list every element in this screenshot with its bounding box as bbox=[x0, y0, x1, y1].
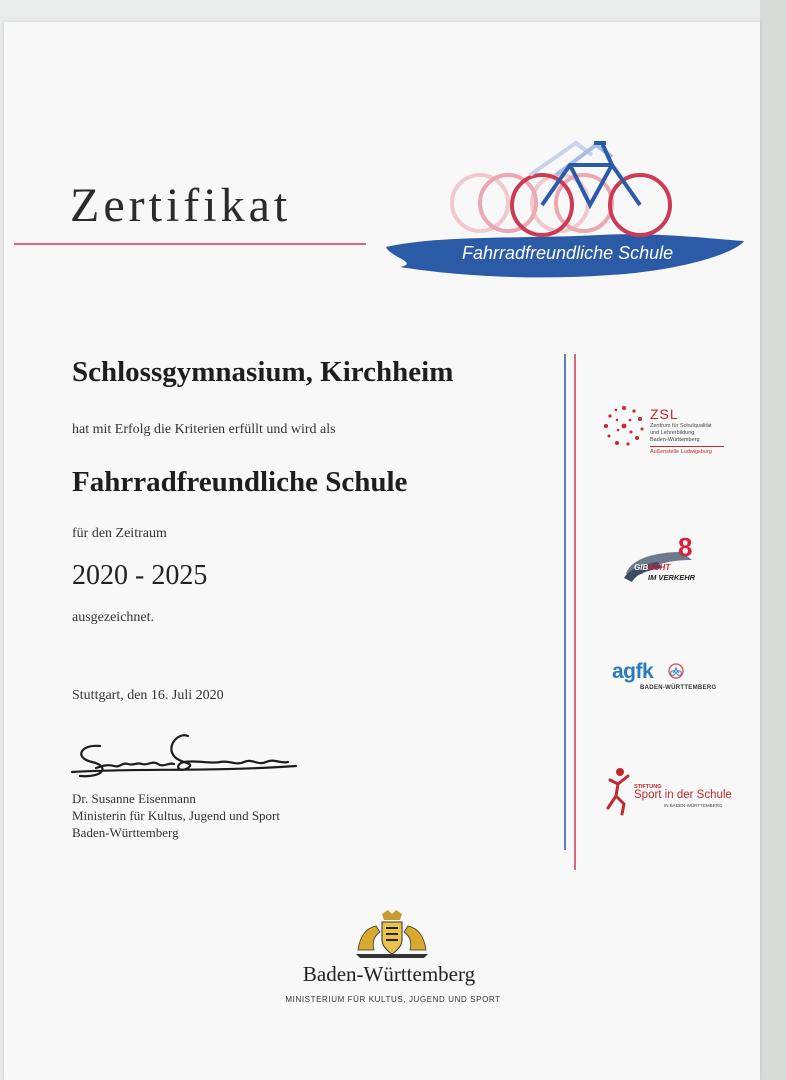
signer-name: Dr. Susanne Eisenmann bbox=[72, 791, 196, 806]
zsl-subtitle-1: Zentrum für Schulqualität bbox=[650, 423, 712, 429]
sport-subtitle: IN BADEN-WÜRTTEMBERG bbox=[664, 803, 723, 808]
state-name-text: Baden-Württemberg bbox=[302, 962, 476, 986]
gib-acht-word: GIB bbox=[634, 563, 649, 572]
bike-friendly-school-logo bbox=[380, 135, 750, 285]
agfk-word: agfk bbox=[612, 660, 654, 683]
gib-acht-numeral: 8 bbox=[678, 534, 693, 562]
divider-blue bbox=[564, 354, 566, 850]
zsl-logo bbox=[602, 404, 752, 464]
handwritten-signature bbox=[70, 728, 300, 793]
period-label: für den Zeitraum bbox=[72, 526, 167, 541]
zsl-rule bbox=[650, 446, 724, 447]
school-name: Schlossgymnasium, Kirchheim bbox=[72, 356, 454, 388]
logo-label: Fahrradfreundliche Schule bbox=[462, 243, 674, 263]
state-coat-of-arms-icon bbox=[352, 910, 432, 963]
sport-title: Sport in der Schule bbox=[634, 789, 732, 801]
awarded-text: ausgezeichnet. bbox=[72, 610, 155, 625]
place-date: Stuttgart, den 16. Juli 2020 bbox=[72, 688, 224, 703]
sport-stiftung: STIFTUNG bbox=[634, 784, 662, 790]
intro-text: hat mit Erfolg die Kriterien erfüllt und wird als bbox=[72, 422, 336, 437]
sport-in-der-schule-logo bbox=[606, 766, 736, 816]
running-figure-icon bbox=[606, 766, 632, 816]
award-period: 2020 - 2025 bbox=[72, 560, 208, 591]
divider-red bbox=[574, 354, 576, 870]
gib-acht-word-2: ACHT bbox=[648, 563, 671, 572]
title-underline bbox=[14, 243, 366, 245]
agfk-logo bbox=[612, 660, 722, 700]
signer-state: Baden-Württemberg bbox=[72, 825, 179, 840]
certificate-title: Zertifikat bbox=[70, 179, 292, 232]
gib-acht-mark bbox=[622, 534, 702, 588]
zsl-subtitle bbox=[650, 423, 740, 444]
agfk-subtitle: BADEN-WÜRTTEMBERG bbox=[640, 685, 717, 691]
zsl-subtitle-2: und Lehrerbildung bbox=[650, 430, 695, 436]
gib-acht-logo bbox=[622, 534, 702, 588]
dot-circle-icon bbox=[602, 404, 646, 448]
gib-acht-line2: IM VERKEHR bbox=[648, 573, 696, 582]
ministry-name: MINISTERIUM FÜR KULTUS, JUGEND UND SPORT bbox=[285, 995, 501, 1004]
zsl-subtitle-3: Baden-Württemberg bbox=[650, 437, 700, 443]
award-title: Fahrradfreundliche Schule bbox=[72, 466, 408, 498]
bicycle-badge-icon bbox=[668, 663, 688, 679]
signer-block bbox=[72, 790, 280, 841]
signer-role: Ministerin für Kultus, Jugend und Sport bbox=[72, 808, 280, 823]
zsl-title: ZSL bbox=[650, 406, 679, 422]
scan-edge bbox=[760, 0, 786, 1080]
zsl-branch: Außenstelle Ludwigsburg bbox=[650, 449, 712, 455]
state-name bbox=[0, 962, 786, 987]
